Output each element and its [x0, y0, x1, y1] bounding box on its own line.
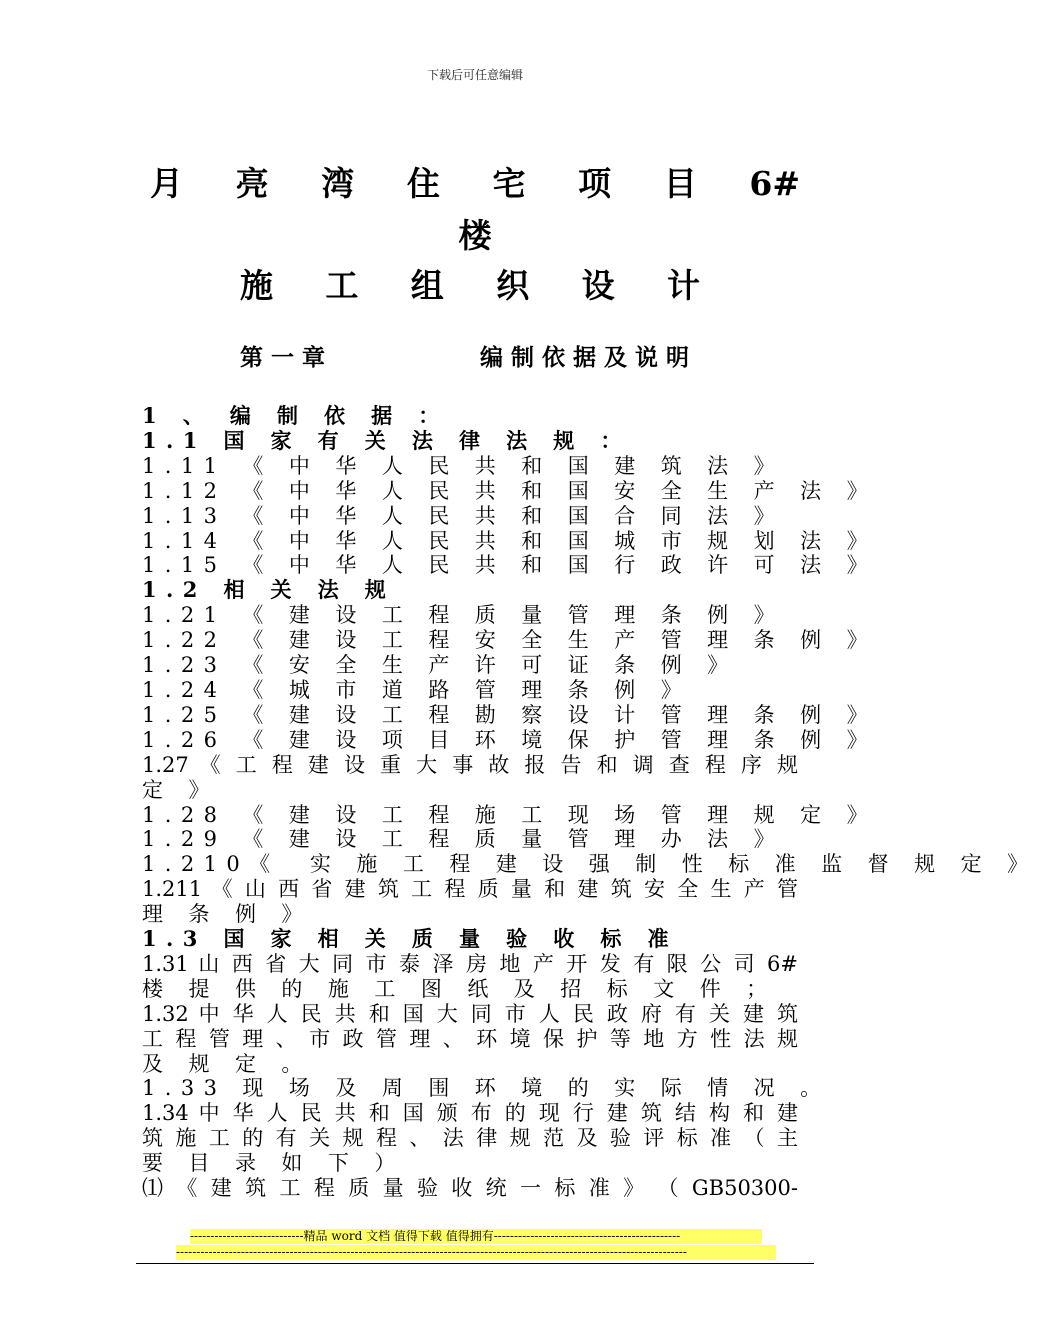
footer-banner-line-1: ----------------------------精品 word 文档 值得下载 值得拥有----------------------------------------------	[190, 1229, 762, 1244]
body-line: 1.28 《 建 设 工 程 施 工 现 场 管 理 规 定 》	[142, 802, 878, 827]
body-line: 1.2 相 关 法 规	[142, 577, 396, 603]
page-header-note: 下载后可任意编辑	[426, 68, 523, 82]
body-line: 1.25 《 建 设 工 程 勘 察 设 计 管 理 条 例 》	[142, 702, 878, 727]
body-line: 1.12 《 中 华 人 民 共 和 国 安 全 生 产 法 》	[142, 478, 878, 503]
body-line: 1.32 中 华 人 民 共 和 国 大 同 市 人 民 政 府 有 关 建 筑	[142, 1001, 798, 1026]
body-line: ⑴ 《 建 筑 工 程 质 量 验 收 统 一 标 准 》 （ GB50300-	[142, 1176, 798, 1201]
body-line: 1.1 国 家 有 关 法 律 法 规 ：	[142, 427, 631, 453]
body-line: 1.29 《 建 设 工 程 质 量 管 理 办 法 》	[142, 827, 785, 852]
body-line: 定 》	[142, 777, 219, 802]
body-line: 1.15 《 中 华 人 民 共 和 国 行 政 许 可 法 》	[142, 553, 878, 578]
body-line: 1.26 《 建 设 项 目 环 境 保 护 管 理 条 例 》	[142, 727, 878, 752]
body-line: 及 规 定 。	[142, 1051, 312, 1076]
body-line: 1.11 《 中 华 人 民 共 和 国 建 筑 法 》	[142, 453, 785, 478]
body-line: 1 、 编 制 依 据 ：	[142, 403, 449, 428]
body-line: 1.3 国 家 相 关 质 量 验 收 标 准	[142, 926, 678, 952]
body-line: 1.23 《 安 全 生 产 许 可 证 条 例 》	[142, 653, 738, 678]
body-line: 1.210《 实 施 工 程 建 设 强 制 性 标 准 监 督 规 定 》	[142, 852, 1037, 877]
body-line: 1.27 《 工 程 建 设 重 大 事 故 报 告 和 调 查 程 序 规	[142, 752, 798, 777]
body-line: 1.14 《 中 华 人 民 共 和 国 城 市 规 划 法 》	[142, 528, 878, 553]
chapter-name: 编制依据及说明	[480, 344, 697, 371]
body-line: 要 目 录 如 下 ）	[142, 1151, 405, 1176]
document-body	[142, 403, 1037, 1201]
body-line: 筑 施 工 的 有 关 规 程 、 法 律 规 范 及 验 评 标 准 （ 主	[142, 1126, 798, 1151]
body-line: 1.211 《 山 西 省 建 筑 工 程 质 量 和 建 筑 安 全 生 产 管	[142, 877, 798, 902]
body-line: 1.24 《 城 市 道 路 管 理 条 例 》	[142, 677, 692, 702]
body-line: 理 条 例 》	[142, 902, 312, 927]
body-line: 1.31 山 西 省 大 同 市 泰 泽 房 地 产 开 发 有 限 公 司 6#	[142, 951, 798, 976]
body-line: 1.13 《 中 华 人 民 共 和 国 合 同 法 》	[142, 503, 785, 528]
doc-title-line-2: 楼	[458, 216, 492, 255]
doc-title-line-3: 施 工 组 织 设 计	[240, 266, 700, 305]
doc-title-line-1: 月 亮 湾 住 宅 项 目 6#	[150, 164, 800, 203]
body-line: 1.22 《 建 设 工 程 安 全 生 产 管 理 条 例 》	[142, 628, 878, 653]
footer-rule	[136, 1263, 814, 1264]
body-line: 1.33 现 场 及 周 围 环 境 的 实 际 情 况 。	[142, 1076, 831, 1101]
body-line: 1.34 中 华 人 民 共 和 国 颁 布 的 现 行 建 筑 结 构 和 建	[142, 1101, 798, 1126]
body-line: 楼 提 供 的 施 工 图 纸 及 招 标 文 件 ；	[142, 976, 777, 1001]
body-line: 1.21 《 建 设 工 程 质 量 管 理 条 例 》	[142, 603, 785, 628]
footer-banner-line-2: ------------------------------------------------------------------------------------------------------------------------------	[176, 1245, 776, 1260]
body-line: 工 程 管 理 、 市 政 管 理 、 环 境 保 护 等 地 方 性 法 规	[142, 1026, 798, 1051]
chapter-number: 第一章	[240, 344, 333, 371]
